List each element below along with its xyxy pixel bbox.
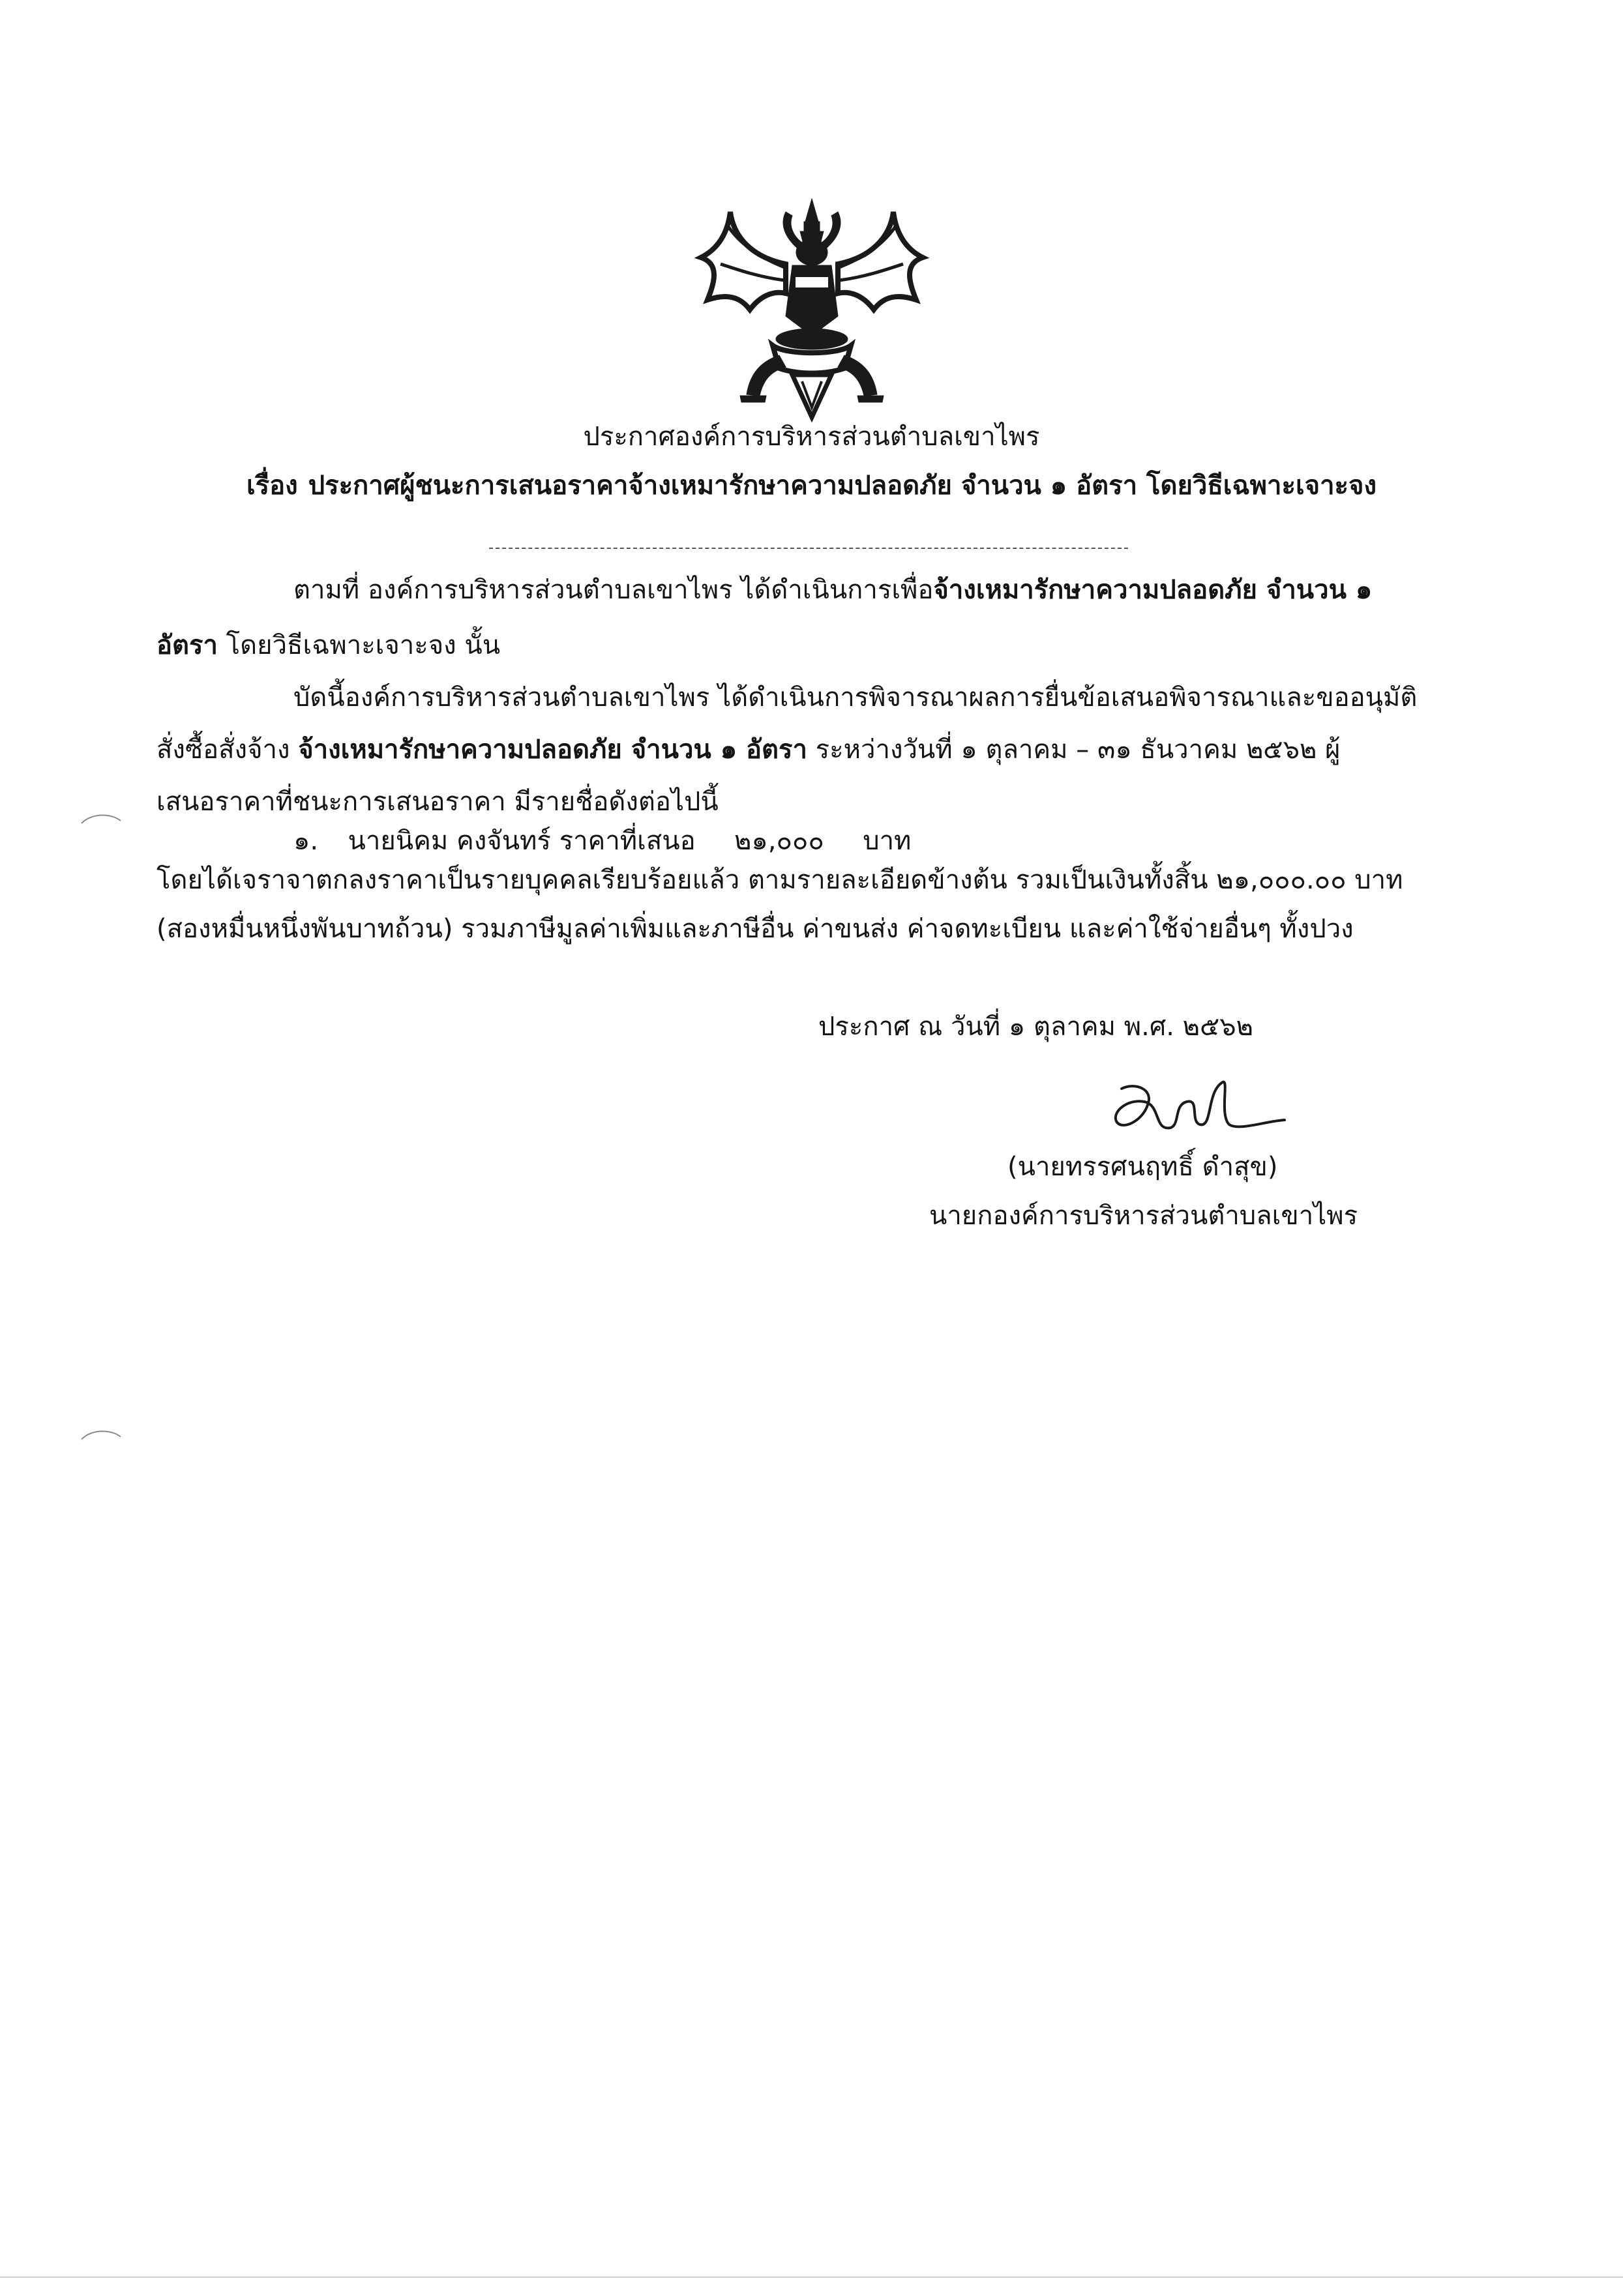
item-price: ๒๑,๐๐๐ [734,826,824,856]
punch-hole-mark [78,1428,124,1441]
signer-title: นายกองค์การบริหารส่วนตำบลเขาไพร [929,1201,1358,1231]
handwritten-signature [1109,1069,1291,1154]
item-number: ๑. [293,826,319,856]
list-item [293,821,911,861]
p1-method: โดยวิธีเฉพาะเจาะจง นั้น [217,630,501,660]
item-name: นายนิคม คงจันทร์ ราคาที่เสนอ [348,826,696,856]
p2-period: ระหว่างวันที่ ๑ ตุลาคม – ๓๑ ธันวาคม ๒๕๖๒ ผู้ [807,735,1341,765]
garuda-emblem-icon [688,186,936,427]
paragraph-2-line-3: เสนอราคาที่ชนะการเสนอราคา มีรายชื่อดังต่อไปนี้ [156,787,719,817]
p1-unit: อัตรา [156,630,218,660]
paragraph-3-line-1: โดยได้เจราจาตกลงราคาเป็นรายบุคคลเรียบร้อยแล้ว ตามรายละเอียดข้างต้น รวมเป็นเงินทั้งสิ้น ๒๑,๐๐๐.๐๐ บาท [156,865,1403,895]
page-title: ประกาศองค์การบริหารส่วนตำบลเขาไพร [583,422,1040,452]
subject-text: ประกาศผู้ชนะการเสนอราคาจ้างเหมารักษาความปลอดภัย จำนวน ๑ อัตรา โดยวิธีเฉพาะเจาะจง [308,471,1377,501]
p1-intro: ตามที่ องค์การบริหารส่วนตำบลเขาไพร ได้ดำเนินการเพื่อ [293,575,934,605]
punch-hole-mark [78,812,124,825]
dashed-divider [489,548,1128,549]
item-unit: บาท [863,826,912,856]
announcement-date: ประกาศ ณ วันที่ ๑ ตุลาคม พ.ศ. ๒๕๖๒ [818,1012,1254,1042]
paragraph-1-line-2 [156,626,500,665]
p1-service: จ้างเหมารักษาความปลอดภัย จำนวน ๑ [933,575,1373,605]
paragraph-1-line-1 [293,570,1372,610]
p2-service: จ้างเหมารักษาความปลอดภัย จำนวน ๑ อัตรา [298,735,807,765]
paragraph-2-line-1: บัดนี้องค์การบริหารส่วนตำบลเขาไพร ได้ดำเนินการพิจารณาผลการยื่นข้อเสนอพิจารณาและขออนุมัติ [293,683,1418,713]
scan-edge-line [0,2276,1623,2278]
paragraph-2-line-2 [156,730,1341,769]
signer-name: (นายทรรศนฤทธิ์ ดำสุข) [1007,1152,1278,1182]
paragraph-3-line-2: (สองหมื่นหนึ่งพันบาทถ้วน) รวมภาษีมูลค่าเพิ่มและภาษีอื่น ค่าขนส่ง ค่าจดทะเบียน และค่าใช้จ่ายอื่นๆ ทั้งปวง [156,914,1354,944]
subject-line [0,466,1623,505]
subject-label: เรื่อง [246,471,298,501]
p2-prefix: สั่งซื้อสั่งจ้าง [156,735,299,765]
